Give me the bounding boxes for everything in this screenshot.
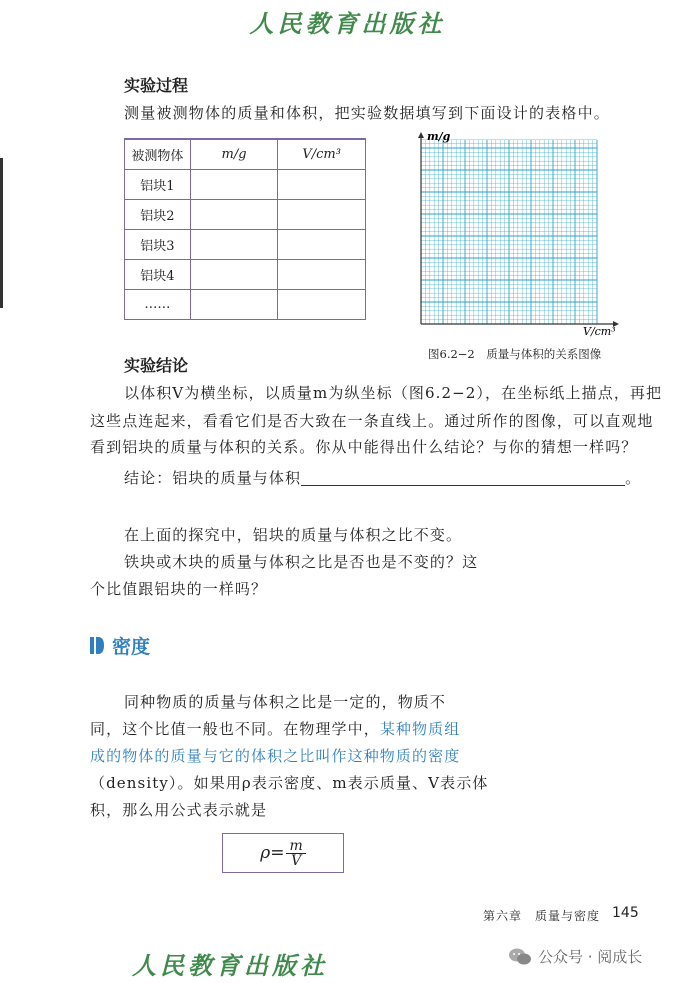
wechat-icon — [508, 947, 532, 967]
table-cell[interactable] — [190, 259, 278, 289]
table-cell: …… — [125, 289, 191, 319]
density-line-2 — [90, 716, 645, 742]
density-formula — [222, 833, 344, 873]
conclusion-paragraph-cont — [90, 408, 654, 460]
density-definition-cont: 成的物体的质量与它的体积之比叫作这种物质的密度 — [90, 747, 461, 765]
table-cell[interactable] — [190, 229, 278, 259]
conclusion-paragraph — [124, 380, 663, 406]
conclusion-line: 这些点连起来，看看它们是否大致在一条直线上。通过所作的图像，可以直观地 — [90, 412, 654, 430]
table-cell[interactable] — [278, 289, 366, 319]
section-title: 密度 — [112, 636, 151, 658]
table-cell[interactable] — [278, 199, 366, 229]
discussion-line-1: 在上面的探究中，铝块的质量与体积之比不变。 — [124, 526, 463, 544]
y-axis-arrow-icon — [418, 132, 424, 138]
table-cell: 铝块4 — [125, 259, 191, 289]
data-table — [124, 138, 366, 320]
figure-caption: 图6.2−2 质量与体积的关系图像 — [428, 347, 602, 361]
table-header-row — [125, 139, 366, 169]
table-row — [125, 229, 366, 259]
table-cell[interactable] — [190, 169, 278, 199]
formula-lhs: ρ= — [260, 843, 285, 863]
density-text: 同，这个比值一般也不同。在物理学中， — [90, 720, 380, 738]
section-marker-icon — [90, 637, 104, 654]
density-line-1: 同种物质的质量与体积之比是一定的，物质不 — [124, 693, 447, 711]
footer-chapter: 第六章 质量与密度 — [483, 909, 601, 923]
process-text: 测量被测物体的质量和体积，把实验数据填写到下面设计的表格中。 — [124, 104, 611, 122]
conclusion-title: 实验结论 — [124, 356, 189, 375]
formula-fraction — [286, 839, 305, 868]
discussion-line-3: 个比值跟铝块的一样吗？ — [90, 580, 268, 598]
conclusion-line: 看到铝块的质量与体积的关系。你从中能得出什么结论？与你的猜想一样吗？ — [90, 438, 638, 456]
table-cell[interactable] — [190, 289, 278, 319]
publisher-logo-top: 人民教育出版社 — [249, 9, 446, 38]
formula-numerator: m — [286, 839, 305, 854]
table-row — [125, 199, 366, 229]
density-line-5: 积，那么用公式表示就是 — [90, 801, 268, 819]
conclusion-fill — [124, 465, 679, 491]
table-header: V/cm³ — [278, 139, 366, 169]
table-header: 被测物体 — [125, 139, 191, 169]
watermark — [508, 946, 642, 967]
table-row — [125, 259, 366, 289]
table-row — [125, 169, 366, 199]
table-cell: 铝块2 — [125, 199, 191, 229]
table-row — [125, 289, 366, 319]
process-title: 实验过程 — [124, 76, 189, 95]
binding-mark — [0, 158, 3, 308]
watermark-text: 公众号 · 阅成长 — [538, 948, 643, 966]
density-definition: 某种物质组 — [379, 720, 461, 738]
table-cell[interactable] — [278, 259, 366, 289]
table-cell: 铝块1 — [125, 169, 191, 199]
discussion-line-2: 铁块或木块的质量与体积之比是否也是不变的？这 — [124, 553, 479, 571]
table-cell: 铝块3 — [125, 229, 191, 259]
x-axis-label: V/cm³ — [583, 325, 616, 338]
conclusion-fill-prefix: 结论：铝块的质量与体积 — [124, 469, 302, 487]
table-cell[interactable] — [278, 169, 366, 199]
y-axis-label: m/g — [427, 130, 451, 143]
table-cell[interactable] — [190, 199, 278, 229]
publisher-logo-bottom: 人民教育出版社 — [132, 951, 328, 980]
page-number: 145 — [612, 905, 639, 921]
density-section-heading — [90, 632, 150, 659]
conclusion-fill-suffix: 。 — [625, 469, 642, 487]
grid-lines — [421, 139, 597, 324]
table-cell[interactable] — [278, 229, 366, 259]
conclusion-blank[interactable] — [301, 470, 625, 486]
density-line-4: （density）。如果用ρ表示密度、m表示质量、V表示体 — [90, 774, 489, 792]
table-header: m/g — [190, 139, 278, 169]
graph-paper — [405, 128, 625, 338]
conclusion-line: 以体积V为横坐标，以质量m为纵坐标（图6.2−2），在坐标纸上描点，再把 — [124, 384, 663, 402]
formula-denominator: V — [291, 852, 302, 869]
